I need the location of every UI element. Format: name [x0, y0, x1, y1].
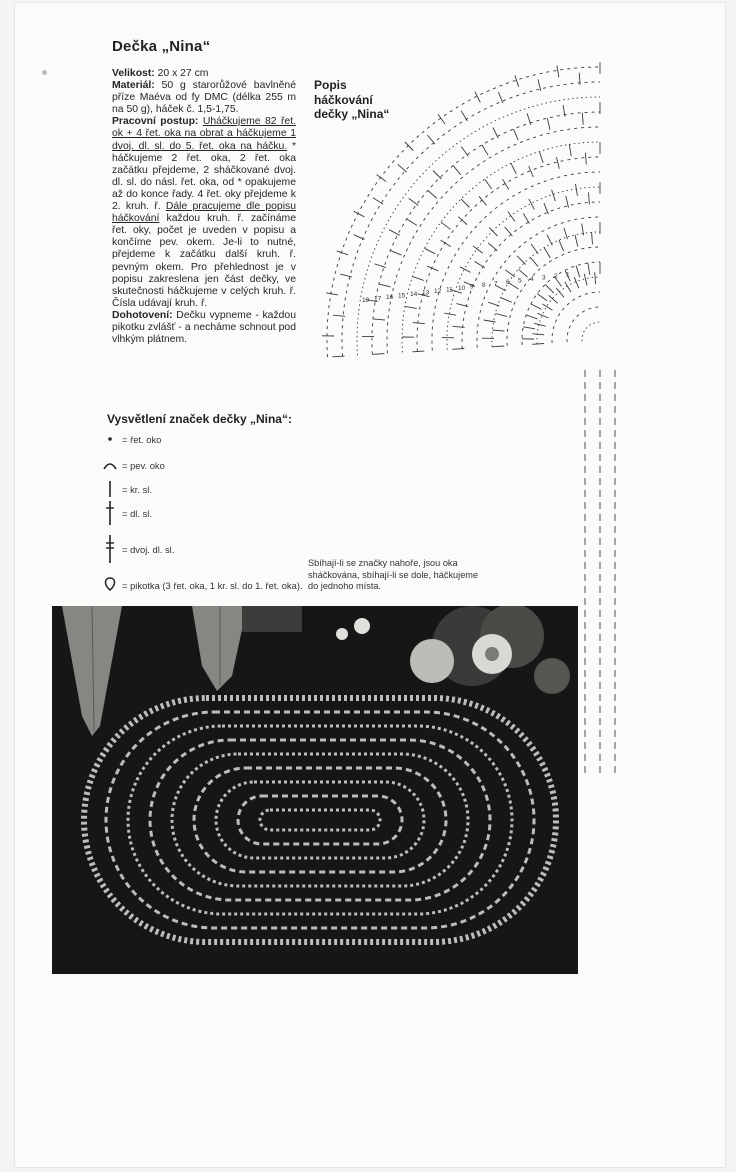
chart-stitch [523, 327, 535, 329]
chart-stitch [428, 191, 437, 199]
chart-stitch [569, 144, 571, 156]
double-cross-bar-icon [100, 534, 120, 564]
chart-stitch [479, 196, 487, 205]
chart-stitch [461, 199, 470, 208]
chart-stitch [565, 282, 571, 292]
chart-stitch [433, 171, 441, 180]
chart-stitch [492, 346, 504, 347]
velikost-label: Velikost: [112, 68, 155, 79]
chart-stitch [557, 157, 560, 169]
legend-item-chain [100, 428, 161, 450]
chart-stitch [557, 65, 559, 77]
chart-stitch [405, 306, 417, 308]
chart-stitch [592, 232, 593, 244]
chart-stitch [489, 227, 497, 236]
chart-stitch [390, 250, 401, 255]
chart-stitch [530, 257, 538, 266]
chart-stitch [538, 313, 549, 318]
chart-stitch [547, 118, 550, 130]
chart-stitch [545, 284, 553, 293]
dohotoveni-label: Dohotovení: [112, 309, 173, 321]
chart-stitch [549, 295, 558, 303]
chart-stitch [409, 198, 419, 205]
chart-row-number: 7 [494, 280, 498, 288]
single-cross-bar-icon [100, 498, 120, 528]
chart-stitch [532, 334, 544, 335]
chart-stitch [488, 302, 499, 306]
chart-stitch [326, 293, 338, 295]
chart-stitch [531, 244, 538, 254]
chart-stitch [544, 248, 550, 258]
chart-stitch [505, 270, 515, 277]
chart-stitch [373, 319, 385, 320]
chart-row-number: 14 [410, 291, 418, 298]
legend-item-sc [100, 478, 152, 500]
chart-stitch [373, 198, 383, 204]
chart-row-arc [357, 97, 600, 355]
chart-stitch [461, 111, 467, 121]
chart-row-arc [582, 322, 600, 341]
chart-stitch [515, 75, 519, 86]
chart-stitch [501, 298, 512, 303]
chart-row-number: 6 [506, 279, 510, 286]
chart-stitch [493, 330, 505, 331]
chart-row-arc [327, 67, 600, 357]
chart-stitch [475, 261, 485, 267]
doily-photo [52, 606, 578, 974]
chart-row-number: 15 [398, 292, 406, 300]
picot-icon [100, 570, 120, 600]
page-title: Dečka „Nina“ [112, 38, 211, 55]
chart-stitch [527, 113, 531, 125]
velikost-value: 20 x 27 cm [154, 68, 209, 79]
chart-stitch [588, 263, 590, 275]
chart-stitch [461, 147, 468, 157]
chart-stitch [531, 304, 542, 310]
chart-stitch [484, 320, 496, 322]
chart-stitch [498, 92, 503, 103]
chart-stitch [460, 267, 471, 273]
chart-stitch [441, 240, 451, 246]
legend-label: = dl. sl. [122, 507, 152, 519]
chart-stitch [405, 142, 413, 151]
chart-stitch [354, 211, 365, 217]
chart-stitch [559, 240, 564, 251]
chart-stitch [532, 344, 544, 345]
punch-hole [42, 70, 47, 75]
postup-label: Pracovní postup: [112, 116, 199, 128]
chart-row-arc [402, 142, 600, 352]
legend-title: Vysvětlení značek dečky „Nina“: [107, 412, 292, 426]
chart-stitch [473, 246, 483, 253]
chart-row-number: 8 [482, 282, 486, 289]
chart-stitch [444, 313, 456, 315]
chart-stitch [539, 152, 543, 163]
chart-row-number: 2 [554, 273, 558, 280]
legend-label: = kr. sl. [122, 483, 152, 495]
chart-row-number: 17 [374, 295, 382, 303]
chart-stitch [585, 153, 586, 165]
chart-stitch [482, 145, 488, 155]
material-value: 50 g starorůžové bavlněné příze Maéva od fy DMC (délka 255 m na 50 g), háček č. 1,5-1,75. [112, 80, 296, 116]
chart-stitch [493, 128, 498, 139]
chart-stitch [514, 129, 519, 140]
legend-label: = řet. oko [122, 433, 162, 445]
chart-stitch [412, 351, 424, 352]
chart-stitch [517, 256, 525, 265]
chart-stitch [441, 222, 451, 229]
chart-stitch [537, 294, 547, 301]
chart-row-arc [432, 172, 600, 351]
chart-stitch [511, 163, 516, 174]
chart-row-number: 12 [434, 288, 442, 295]
chart-stitch [333, 356, 345, 357]
postup-underlined-1: Uháčkujeme 82 řet. ok + 4 řet. oka na obrat a háčkujeme 1 dvoj. dl. sl. do 5. řet. oka na háčku. [112, 116, 296, 152]
chart-row-number: 1 [566, 271, 570, 279]
chart-stitch [505, 227, 513, 236]
chart-row-number: 9 [470, 283, 474, 291]
chart-stitch [425, 248, 436, 254]
legend-item-dc [100, 502, 152, 524]
chart-stitch [575, 235, 578, 247]
chart-stitch [576, 184, 578, 196]
material-label: Materiál: [112, 80, 155, 92]
chart-stitch [582, 113, 583, 125]
chart-stitch [458, 217, 467, 225]
chart-row-number: 10 [458, 285, 466, 292]
chart-stitch [584, 274, 587, 286]
chart-stitch [407, 219, 417, 225]
chart-row-number: 19 [362, 297, 370, 304]
chart-stitch [595, 272, 596, 284]
diagram-note: Sbíhají-li se značky nahoře, jsou oka sháčkována, sbíhají-li se dole, háčkujeme do jednoho místa. [308, 558, 479, 591]
chart-stitch [576, 266, 580, 278]
chart-stitch [552, 190, 556, 201]
chart-row-arc [492, 232, 600, 347]
chart-row-arc [342, 82, 600, 356]
chart-stitch [389, 230, 400, 236]
chart-stitch [495, 314, 507, 317]
chart-stitch [485, 179, 492, 189]
chart-stitch [372, 354, 384, 355]
chart-row-arc [387, 127, 600, 353]
chart-row-number: 16 [386, 294, 394, 301]
chart-stitch [333, 315, 345, 316]
chart-row-arc [537, 274, 600, 344]
chart-stitch [398, 164, 407, 172]
chart-row-arc [567, 307, 600, 342]
chart-row-number: 11 [446, 286, 453, 294]
chart-stitch [534, 323, 546, 326]
chart-stitch [412, 277, 423, 281]
chart-stitch [452, 349, 464, 350]
chart-row-arc [507, 247, 600, 346]
pattern-instructions [112, 68, 296, 346]
chart-stitch [379, 284, 391, 287]
postup-text-1: * háčkujeme 2 řet. oka, 2 řet. oka začátku přejdeme, 2 sháčkované dvoj. dl. sl. do násl. řet. oka, od * opakujeme až do konce řady. 4 řet. oky přejdeme k 2. kruh. ř. [112, 140, 296, 213]
chart-stitch [589, 192, 590, 204]
chart-stitch [519, 269, 528, 277]
chart-stitch [453, 166, 461, 175]
legend-label: = pikotka (3 řet. oka, 1 kr. sl. do 1. řet. oka). [122, 579, 303, 591]
postup-underlined-2: Dále pracujeme dle popisu háčkování [112, 201, 296, 225]
chart-stitch [427, 135, 435, 144]
diagram-title: Popis háčkování dečky „Nina“ [314, 78, 390, 121]
legend-label: = pev. oko [122, 459, 165, 471]
chart-stitch [488, 243, 497, 251]
chart-row-number: 3 [542, 274, 546, 282]
chart-row-arc [552, 292, 600, 343]
chart-stitch [523, 213, 529, 223]
postup-text-2: každou kruh. ř. začínáme řet. oky, počet je uveden v popisu a končíme pev. okem. Je-li to nutné, přejdeme k začátku další kruh. ř. pevným okem. Pro přehlednost je v popisu zakreslena jen část dečky, ve skutečnosti háčkujeme v celých kruh. ř. Čísla udávají kruh. ř. [112, 213, 296, 309]
dohotoveni-value: Dečku vypneme - každou pikotku zvlášť - a necháme schnout pod vlhkým plátnem. [112, 309, 296, 346]
chart-stitch [526, 315, 537, 319]
chart-stitch [340, 274, 352, 277]
legend-item-slip-stitch [100, 454, 165, 476]
legend-label: = dvoj. dl. sl. [122, 543, 175, 555]
chart-stitch [413, 323, 425, 324]
chart-row-number: 4 [530, 276, 534, 283]
chart-stitch [375, 264, 386, 268]
chart-row-number: 5 [518, 277, 522, 285]
chart-stitch [377, 175, 387, 182]
legend-item-picot [100, 574, 303, 596]
chart-stitch [547, 235, 552, 246]
chart-stitch [337, 251, 348, 255]
chart-stitch [556, 288, 564, 297]
legend-item-tr [100, 538, 174, 560]
chart-row-number: 13 [422, 289, 430, 297]
chart-stitch [564, 228, 568, 239]
